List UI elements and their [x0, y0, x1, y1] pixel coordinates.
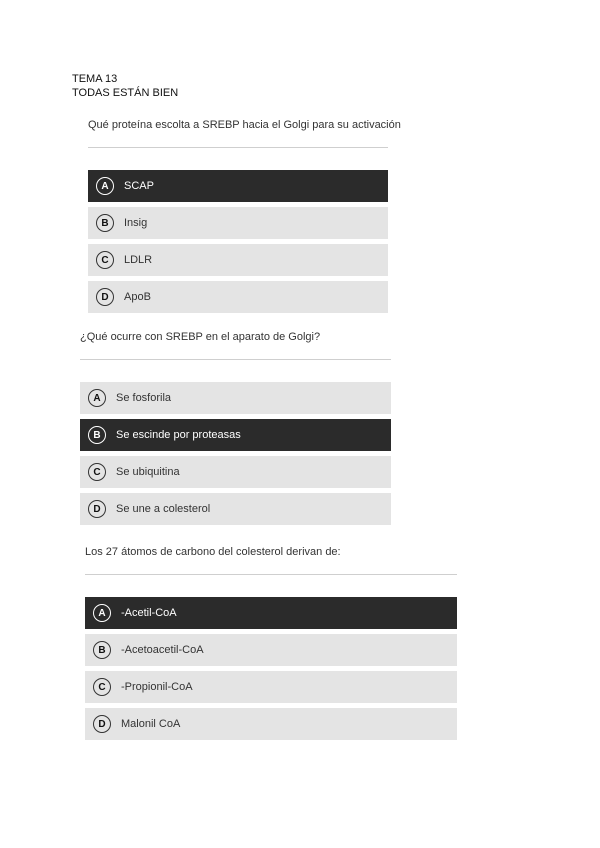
option-letter-circle: D: [88, 500, 106, 518]
option-label: Malonil CoA: [121, 718, 181, 730]
option-label: Insig: [124, 217, 148, 229]
option-label: SCAP: [124, 180, 154, 192]
option-letter-circle: D: [93, 715, 111, 733]
option-label: Se une a colesterol: [116, 503, 211, 515]
question-text: ¿Qué ocurre con SREBP en el aparato de Golgi?: [80, 331, 321, 343]
option-label: ApoB: [124, 291, 151, 303]
option-letter-circle: A: [96, 177, 114, 195]
question-text: Los 27 átomos de carbono del colesterol derivan de:: [85, 546, 341, 558]
document-header: [72, 72, 178, 100]
option-label: Se fosforila: [116, 392, 172, 404]
topic-title: TEMA 13: [72, 73, 118, 85]
option-letter-circle: B: [88, 426, 106, 444]
question-1: [88, 117, 401, 318]
answer-option-a[interactable]: [85, 597, 457, 629]
option-letter-circle: B: [93, 641, 111, 659]
divider: [85, 574, 457, 575]
option-letter-circle: C: [88, 463, 106, 481]
option-label: LDLR: [124, 254, 153, 266]
option-label: -Propionil-CoA: [121, 681, 193, 693]
topic-note: TODAS ESTÁN BIEN: [72, 87, 179, 99]
option-letter-circle: B: [96, 214, 114, 232]
divider: [80, 359, 391, 360]
answer-option-a[interactable]: [80, 382, 391, 414]
option-label: Se ubiquitina: [116, 466, 180, 478]
answer-option-d[interactable]: [85, 708, 457, 740]
question-2: [80, 329, 391, 530]
option-label: -Acetil-CoA: [121, 607, 177, 619]
answer-option-c[interactable]: [85, 671, 457, 703]
answer-option-b[interactable]: [88, 207, 388, 239]
answer-option-b[interactable]: [80, 419, 391, 451]
answer-option-d[interactable]: [80, 493, 391, 525]
question-3: [85, 544, 457, 745]
option-letter-circle: C: [93, 678, 111, 696]
option-label: Se escinde por proteasas: [116, 429, 241, 441]
option-label: -Acetoacetil-CoA: [121, 644, 204, 656]
answer-option-c[interactable]: [80, 456, 391, 488]
divider: [88, 147, 388, 148]
answer-option-a[interactable]: [88, 170, 388, 202]
option-letter-circle: D: [96, 288, 114, 306]
option-letter-circle: A: [93, 604, 111, 622]
answer-option-b[interactable]: [85, 634, 457, 666]
answer-option-c[interactable]: [88, 244, 388, 276]
option-letter-circle: C: [96, 251, 114, 269]
option-letter-circle: A: [88, 389, 106, 407]
answer-option-d[interactable]: [88, 281, 388, 313]
question-text: Qué proteína escolta a SREBP hacia el Golgi para su activación: [88, 119, 401, 131]
